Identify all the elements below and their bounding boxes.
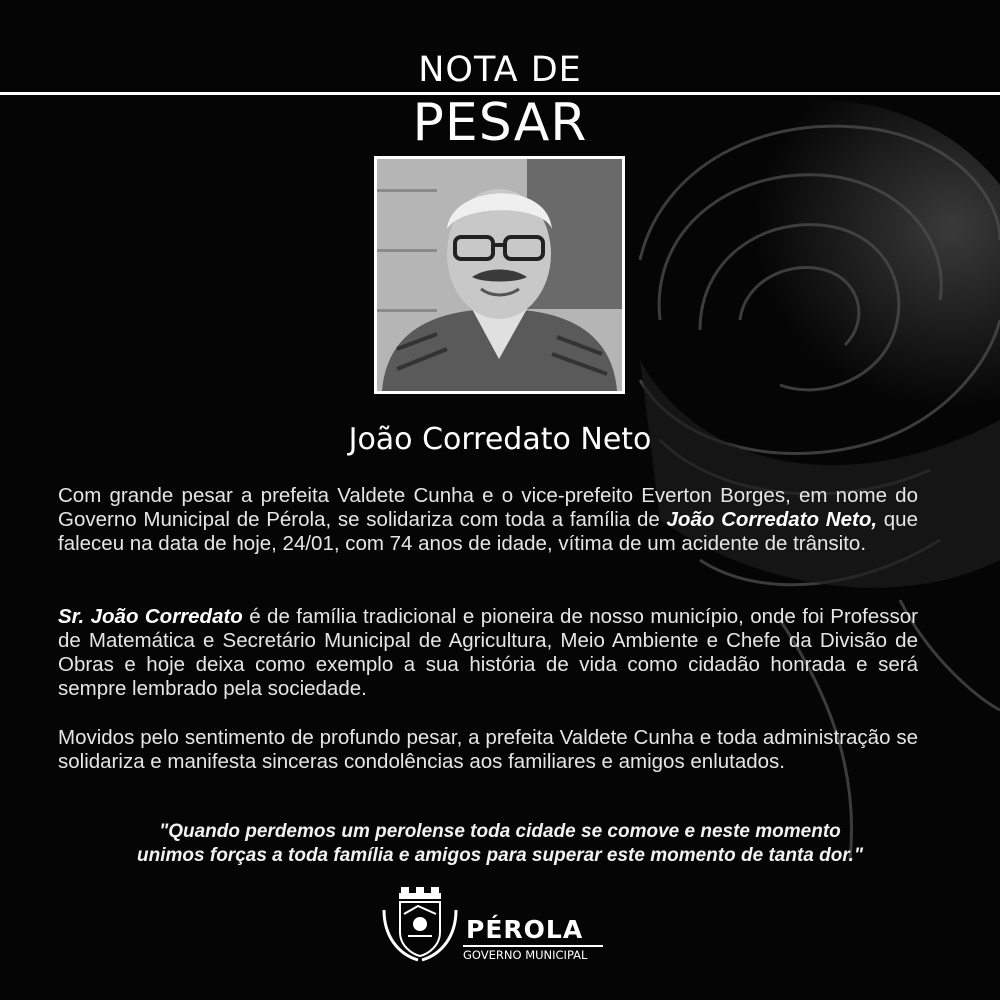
biography-name: Sr. João Corredato [58, 605, 243, 628]
quote-line1: "Quando perdemos um perolense toda cidade se comove e neste momento [159, 821, 841, 842]
deceased-name: João Corredato Neto [348, 422, 652, 457]
deceased-name-inline: João Corredato Neto, [666, 508, 878, 531]
quote-line2: unimos forças a toda família e amigos para superar este momento de tanta dor." [137, 845, 863, 866]
coat-of-arms-icon [378, 884, 462, 964]
condolences-paragraph: Movidos pelo sentimento de profundo pesar, a prefeita Valdete Cunha e toda administração se solidariza e manifesta sinceras condolências aos familiares e amigos enlutados. [58, 726, 918, 773]
heading-line2: PESAR [412, 93, 588, 153]
announcement-text-end: que faleceu na data de hoje, 24/01, com 74 anos de idade, vítima de um acidente de trânsito. [58, 508, 918, 555]
biography-text: é de família tradicional e pioneira de nosso município, onde foi Professor de Matemática e Secretário Municipal de Agricultura, Meio Ambiente e Chefe da Divisão de Obras e hoje deixa como exemplo a sua história de vida como cidadão honrada e será sempre lembrado pela sociedade. [58, 605, 918, 700]
brand-divider [463, 945, 603, 947]
closing-quote [40, 820, 960, 868]
portrait-image [377, 159, 622, 391]
announcement-paragraph [58, 484, 918, 556]
announcement-text: Com grande pesar a prefeita Valdete Cunha e o vice-prefeito Everton Borges, em nome do Governo Municipal de Pérola, se solidariza com toda a família de [58, 484, 918, 531]
biography-paragraph [58, 605, 918, 701]
portrait-photo [374, 156, 625, 394]
brand-name: PÉROLA [466, 915, 584, 944]
brand-subtitle: GOVERNO MUNICIPAL [463, 948, 588, 962]
heading-line1: NOTA DE [0, 50, 1000, 90]
